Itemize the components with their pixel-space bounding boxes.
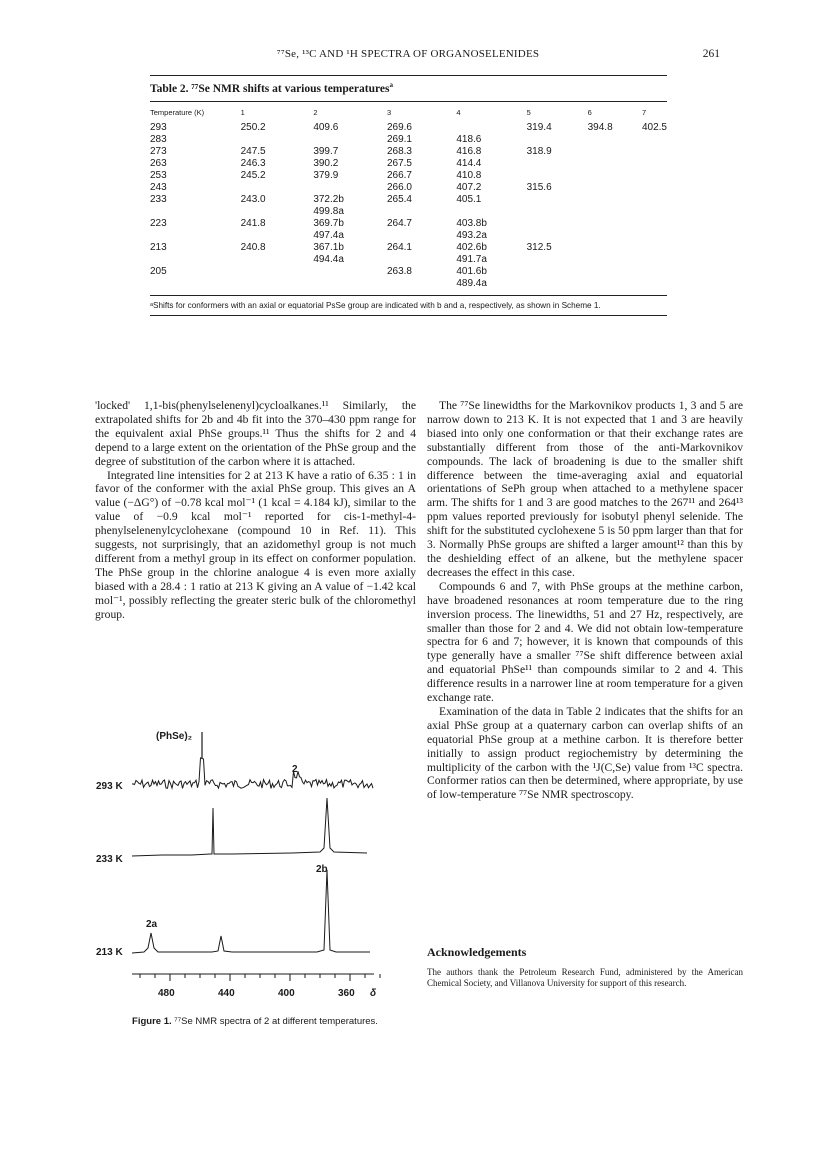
table-cell [642, 146, 667, 158]
table-cell: 293 [150, 121, 167, 133]
table-cell: 399.7 [313, 145, 339, 157]
table-row [150, 146, 667, 158]
table-cell: 403.8b 493.2a [456, 217, 487, 241]
table-header-row [150, 101, 667, 122]
table-cell: 369.7b 497.4a [313, 217, 344, 241]
table-cell [642, 194, 667, 218]
table-cell [642, 158, 667, 170]
table-cell: 414.4 [456, 157, 482, 169]
table-cell: 319.4 [526, 121, 552, 133]
table-cell: 246.3 [240, 157, 266, 169]
table-cell: 283 [150, 133, 167, 145]
table-cell: 205 [150, 265, 167, 277]
column-header-compound-2: 2 [313, 101, 387, 122]
shift-table [150, 101, 667, 290]
temp-label-213: 213 K [96, 947, 123, 958]
running-title: ⁷⁷Se, ¹³C AND ¹H SPECTRA OF ORGANOSELENIDES [276, 48, 540, 60]
table-cell: 372.2b 499.8a [313, 193, 344, 217]
table-cell [588, 242, 642, 266]
column-header-compound-6: 6 [588, 101, 642, 122]
table-row [150, 242, 667, 266]
table-cell: 263 [150, 157, 167, 169]
table-cell [588, 194, 642, 218]
table-cell [241, 182, 314, 194]
left-paragraph-2: Integrated line intensities for 2 at 213 K have a ratio of 6.35 : 1 in favor of the conformer with the axial PhSe group. This gives an A value (−ΔG°) of −0.78 kcal mol⁻¹ (1 kcal = 4.184 kJ), similar to the value of −0.9 kcal mol⁻¹ reported for cis-1-methyl-4-phenylselenenylcyclohexane (compound 10 in Ref. 11). This suggests, not surprisingly, that an azidomethyl group is not much different from a methyl group in its effect on conformer population. The PhSe group in the chlorine analogue 4 is even more axially biased with a 28.4 : 1 ratio at 213 K giving an A value of −1.42 kcal mol⁻¹, possibly reflecting the greater steric bulk of the chloromethyl group. [95, 468, 416, 621]
table-cell: 379.9 [313, 169, 339, 181]
column-header-compound-1: 1 [241, 101, 314, 122]
table-top-rule [150, 75, 667, 76]
table-title-text: Table 2. ⁷⁷Se NMR shifts at various temperatures [150, 82, 390, 95]
table-cell [313, 266, 387, 290]
table-cell: 273 [150, 145, 167, 157]
table-body [150, 122, 667, 290]
label-phse2: (PhSe)₂ [156, 731, 193, 742]
table-cell [241, 134, 314, 146]
table-cell: 410.8 [456, 169, 482, 181]
table-cell: 269.1 [386, 133, 412, 145]
column-header-compound-5: 5 [527, 101, 588, 122]
acknowledgements-title: Acknowledgements [427, 945, 527, 959]
page-header [0, 48, 816, 64]
spectrum-213k [132, 870, 370, 953]
column-header-temperature: Temperature (K) [150, 101, 241, 122]
table-cell: 213 [150, 241, 167, 253]
table-cell: 266.0 [386, 181, 412, 193]
page-number: 261 [702, 48, 720, 60]
table-cell: 394.8 [587, 121, 613, 133]
table-cell: 405.1 [456, 193, 482, 205]
x-axis-ticks [140, 974, 380, 981]
table-cell: 407.2 [456, 181, 482, 193]
table-cell [241, 266, 314, 290]
table-cell [588, 146, 642, 158]
table-cell: 409.6 [313, 121, 339, 133]
table-cell [527, 158, 588, 170]
table-cell: 318.9 [526, 145, 552, 157]
table-cell: 402.6b 491.7a [456, 241, 487, 265]
table-cell: 240.8 [240, 241, 266, 253]
left-paragraph-1: 'locked' 1,1-bis(phenylselenenyl)cycloalkanes.¹¹ Similarly, the extrapolated shifts for 2b and 4b fit into the 370–430 ppm range for the equivalent axial PhSe groups.¹¹ Thus the shifts for 2 and 4 depend to a large extent on the orientation of the PhSe group and the degree of substitution of the carbon where it is attached. [95, 399, 416, 468]
table-cell [642, 170, 667, 182]
table-cell [642, 266, 667, 290]
table-cell: 223 [150, 217, 167, 229]
tick-label-480: 480 [158, 988, 175, 999]
table-cell: 264.1 [386, 241, 412, 253]
table-cell: 247.5 [240, 145, 266, 157]
table-title [150, 81, 667, 95]
table-footnote: ᵃShifts for conformers with an axial or equatorial PsSe group are indicated with b and a, respectively, as shown in Scheme 1. [150, 295, 667, 311]
table-cell: 265.4 [386, 193, 412, 205]
spectrum-233k [132, 798, 367, 856]
table-cell [527, 266, 588, 290]
temp-label-293: 293 K [96, 781, 123, 792]
table-cell: 401.6b 489.4a [456, 265, 487, 289]
table-cell: 268.3 [386, 145, 412, 157]
table-cell: 233 [150, 193, 167, 205]
label-peak-2a: 2a [146, 919, 158, 930]
table-cell: 243.0 [240, 193, 266, 205]
table-cell: 312.5 [526, 241, 552, 253]
table-cell: 402.5 [641, 121, 667, 133]
right-paragraph-3: Examination of the data in Table 2 indicates that the shifts for an axial PhSe group at a quaternary carbon can overlap shifts of an equatorial PhSe group at a methine carbon. It is therefore better initially to assign product regiochemistry by determining the multiplicity of the carbon with the ¹J(C,Se) value from ¹³C spectra. Conformer ratios can then be determined, where appropriate, by use of low-temperature ⁷⁷Se NMR spectroscopy. [427, 704, 743, 802]
table-row [150, 134, 667, 146]
table-cell [527, 170, 588, 182]
table-cell: 315.6 [526, 181, 552, 193]
right-column-text [427, 399, 743, 802]
table-row [150, 158, 667, 170]
table-2 [150, 75, 667, 316]
table-row [150, 122, 667, 134]
nmr-spectra-figure [92, 648, 422, 1018]
left-column-text [95, 399, 416, 622]
axis-unit-delta: δ [370, 988, 377, 999]
table-cell: 253 [150, 169, 167, 181]
table-row [150, 170, 667, 182]
table-row [150, 182, 667, 194]
table-cell: 245.2 [240, 169, 266, 181]
table-cell: 269.6 [386, 121, 412, 133]
table-cell [527, 134, 588, 146]
table-cell [642, 218, 667, 242]
table-title-footnote-mark: a [389, 81, 393, 89]
table-cell [588, 182, 642, 194]
table-cell [642, 242, 667, 266]
table-cell [588, 266, 642, 290]
tick-label-440: 440 [218, 988, 235, 999]
tick-label-400: 400 [278, 988, 295, 999]
label-peak-2: 2 [292, 764, 298, 775]
table-cell [642, 182, 667, 194]
table-cell [642, 134, 667, 146]
table-cell [588, 218, 642, 242]
table-cell: 263.8 [386, 265, 412, 277]
table-cell [456, 122, 526, 134]
right-paragraph-2: Compounds 6 and 7, with PhSe groups at the methine carbon, have broadened resonances at room temperature due to the ring inversion process. The linewidths, 51 and 27 Hz, respectively, are smaller than those for 2 and 4. We did not obtain low-temperature spectra for 6 and 7; however, it is known that compounds of this type generally have a smaller ⁷⁷Se shift difference between axial and equatorial PhSe¹¹ than compounds similar to 2 and 4. This difference results in a narrower line at room temperature for a given exchange rate. [427, 579, 743, 705]
figure-caption-label: Figure 1. [132, 1016, 172, 1027]
spectrum-293k [132, 758, 373, 789]
table-row [150, 266, 667, 290]
figure-caption-text: ⁷⁷Se NMR spectra of 2 at different temperatures. [174, 1016, 378, 1027]
temp-label-233: 233 K [96, 854, 123, 865]
table-cell: 241.8 [240, 217, 266, 229]
right-paragraph-1: The ⁷⁷Se linewidths for the Markovnikov products 1, 3 and 5 are narrow down to 213 K. It is not expected that 1 and 3 are heavily biased into only one conformation or that their exchange rates are substantially different from those of the anti-Markovnikov compounds. The lack of broadening is due to the smaller shift difference between the time-averaging axial and equatorial orientations of SePh group when attached to a methylene spacer arm. The shifts for 1 and 3 are good matches to the 267¹¹ and 264¹³ ppm values reported previously for isobutyl phenyl selenide. The shift for the substituted cyclohexene 5 is 50 ppm larger than that for 3. Normally PhSe groups are shifted a larger amount¹² than this by the deshielding effect of an alkene, but the methylene spacer decreases the effect in this case. [427, 399, 743, 579]
table-bottom-rule [150, 315, 667, 316]
table-cell: 266.7 [386, 169, 412, 181]
figure-caption [95, 1016, 415, 1027]
table-cell: 267.5 [386, 157, 412, 169]
table-cell [588, 158, 642, 170]
acknowledgements-text: The authors thank the Petroleum Research Fund, administered by the American Chemical Society, and Villanova University for support of this research. [427, 967, 743, 988]
table-cell [588, 134, 642, 146]
table-cell [527, 194, 588, 218]
table-cell: 390.2 [313, 157, 339, 169]
table-cell: 264.7 [386, 217, 412, 229]
table-cell: 416.8 [456, 145, 482, 157]
table-cell: 243 [150, 181, 167, 193]
table-row [150, 218, 667, 242]
tick-label-360: 360 [338, 988, 355, 999]
label-peak-2b: 2b [316, 864, 328, 875]
table-cell [588, 170, 642, 182]
table-cell [313, 182, 387, 194]
table-cell: 367.1b 494.4a [313, 241, 344, 265]
table-cell: 418.6 [456, 133, 482, 145]
table-cell: 250.2 [240, 121, 266, 133]
table-cell [527, 218, 588, 242]
figure-1 [92, 648, 422, 1038]
column-header-compound-3: 3 [387, 101, 456, 122]
table-row [150, 194, 667, 218]
column-header-compound-7: 7 [642, 101, 667, 122]
table-cell [313, 134, 387, 146]
column-header-compound-4: 4 [456, 101, 526, 122]
